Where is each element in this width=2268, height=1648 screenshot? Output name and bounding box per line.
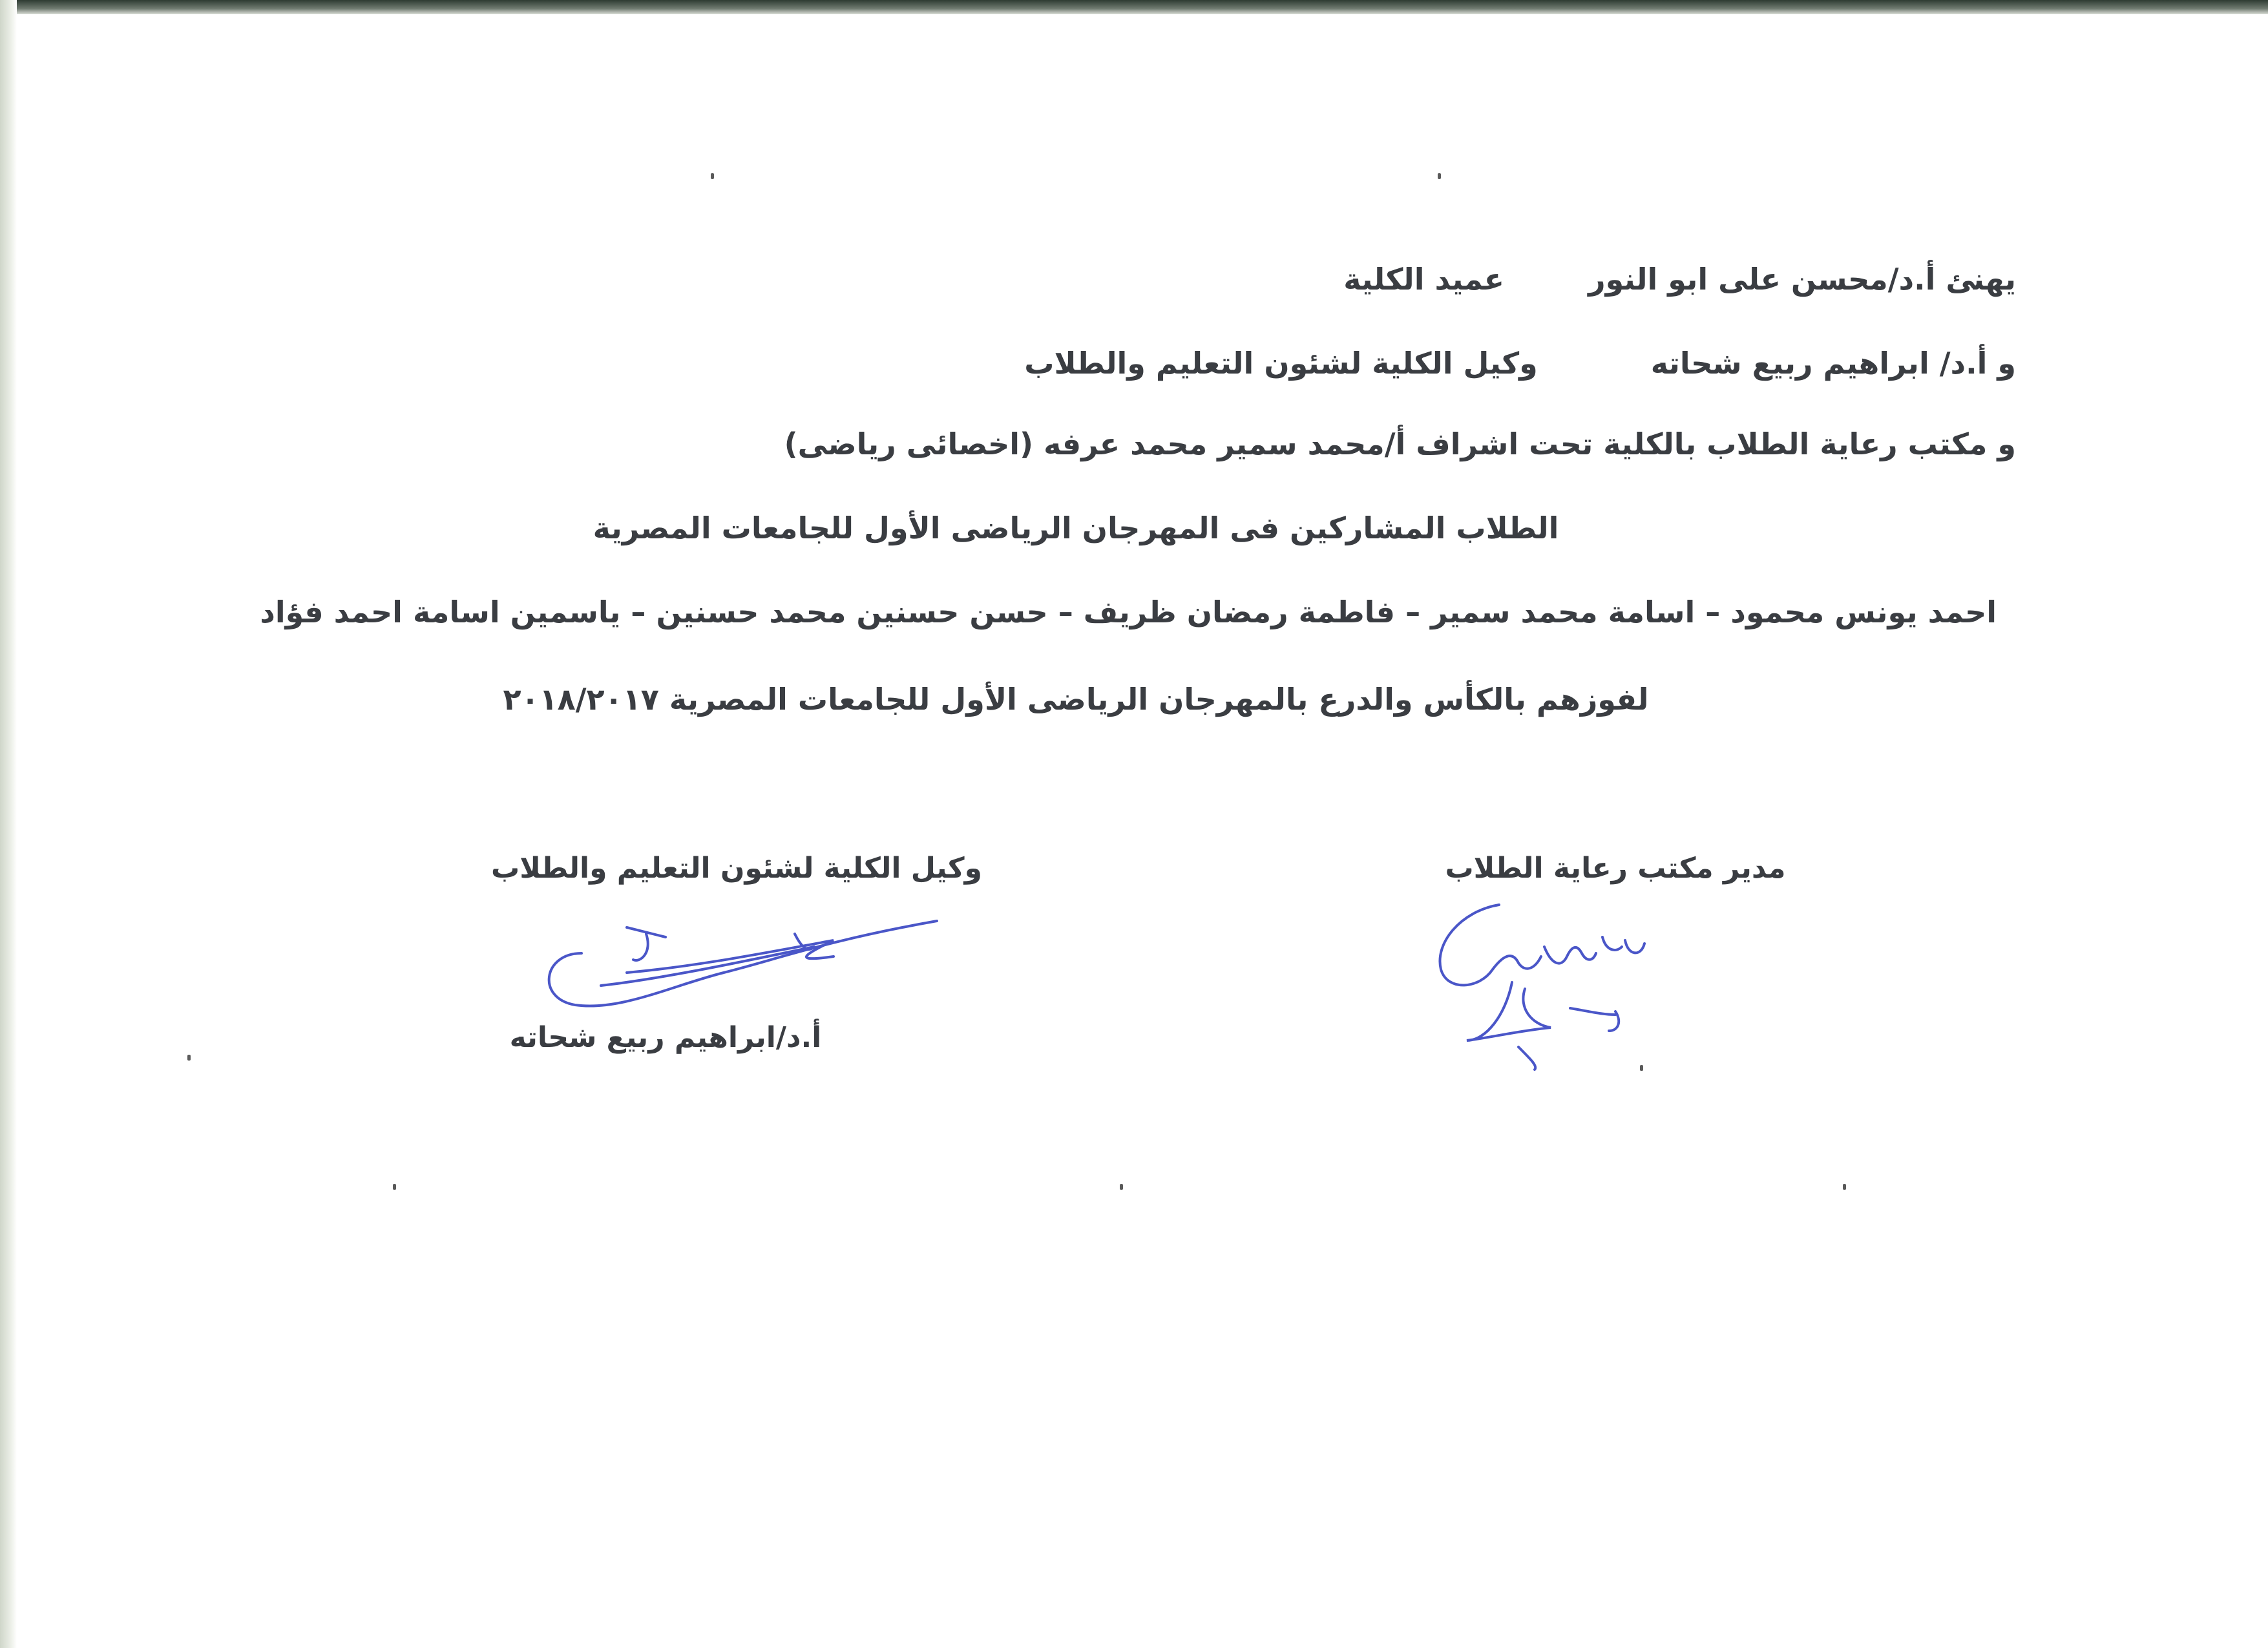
scan-speck: [711, 173, 714, 179]
dean-role: عميد الكلية: [1343, 262, 1505, 297]
vice-dean-role: وكيل الكلية لشئون التعليم والطلاب: [1024, 346, 1538, 381]
scan-speck: [1120, 1184, 1123, 1190]
scan-speck: [1438, 173, 1441, 179]
signature-title: مدير مكتب رعاية الطلاب: [1445, 852, 1786, 885]
vice-dean-signature-name: أ.د/ابراهيم ربيع شحاته: [509, 1021, 822, 1054]
award-reason-line: لفوزهم بالكأس والدرع بالمهرجان الرياضى الأول للجامعات المصرية ٢٠١٨/٢٠١٧: [503, 682, 1649, 717]
vice-dean-name: و أ.د/ ابراهيم ربيع شحاته: [1650, 346, 2016, 381]
signature-block-vice-dean: [446, 852, 1027, 885]
student-names-line: احمد يونس محمود – اسامة محمد سمير – فاطمة رمضان ظريف – حسن حسنين محمد حسنين – ياسمين اسامة احمد فؤاد: [260, 595, 1997, 629]
scan-top-edge: [0, 0, 2268, 14]
scan-left-edge: [0, 0, 17, 1648]
scan-speck: [393, 1184, 396, 1190]
student-affairs-office-line: و مكتب رعاية الطلاب بالكلية تحت اشراف أ/محمد سمير محمد عرفه (اخصائى رياضى): [784, 427, 2016, 461]
participating-students-heading: الطلاب المشاركين فى المهرجان الرياضى الأول للجامعات المصرية: [593, 511, 1559, 545]
scan-speck: [1843, 1184, 1846, 1190]
greeting-line-vice-dean: [1024, 346, 2016, 381]
signature-title: وكيل الكلية لشئون التعليم والطلاب: [491, 852, 982, 885]
scan-speck: [187, 1055, 191, 1061]
signature-block-student-affairs: [1325, 852, 1906, 885]
greeting-line-dean: [1343, 262, 2016, 297]
dean-name: يهنئ أ.د/محسن على ابو النور: [1588, 262, 2016, 297]
handwritten-signature: [1422, 885, 1719, 1073]
handwritten-signature: [530, 902, 956, 1031]
